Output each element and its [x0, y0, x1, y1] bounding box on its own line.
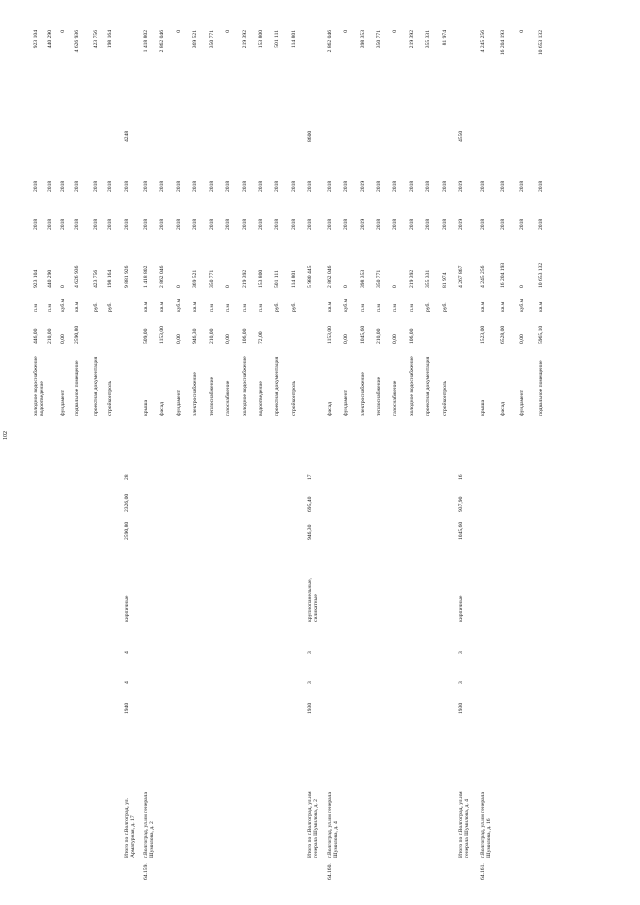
- table-cell-c12: кв.м: [74, 301, 81, 312]
- table-cell-c15: 2018: [307, 180, 314, 192]
- table-cell-c17: 2 862 046: [326, 30, 333, 53]
- table-row: [143, 25, 155, 880]
- table-cell-c14: 2018: [258, 218, 265, 230]
- table-cell-c15: 2018: [33, 180, 39, 192]
- table-cell-c9: 16: [458, 474, 465, 480]
- table-row: [425, 25, 437, 880]
- table-cell-c11: 0,00: [225, 334, 232, 344]
- table-cell-c11: 0,00: [175, 334, 182, 344]
- table-cell-c13: 355 331: [425, 269, 432, 288]
- table-cell-c12: п.м: [208, 304, 215, 312]
- table-cell-c13: 398 353: [359, 269, 366, 288]
- table-cell-c2: г.Волгоград, ул.им генерала Шумилова, д. 16: [480, 792, 493, 858]
- table-cell-c10: электроснабжение: [192, 372, 199, 416]
- table-cell-c15: 2018: [74, 180, 81, 192]
- table-cell-c11: 106,00: [408, 328, 415, 344]
- table-cell-c5: 4: [123, 651, 130, 654]
- table-cell-c10: стройконтроль: [441, 380, 448, 416]
- table-cell-c17: 398 353: [359, 30, 366, 49]
- table-cell-c10: газоснабжение: [392, 380, 399, 416]
- table-cell-c11: 0,00: [392, 334, 399, 344]
- table-cell-c16: 8600: [307, 130, 314, 142]
- table-cell-c13: 9 881 926: [123, 265, 130, 288]
- table-cell-c12: п.м: [258, 304, 265, 312]
- table-cell-c17: 10 653 132: [537, 30, 544, 56]
- table-cell-c13: 219 392: [241, 269, 248, 288]
- table-row: [392, 25, 404, 880]
- table-cell-c14: 2018: [441, 218, 448, 230]
- table-cell-c15: 2018: [241, 180, 248, 192]
- table-cell-c13: 350 771: [376, 269, 383, 288]
- table-cell-c1: 64.159.: [142, 863, 149, 880]
- table-cell-c15: 2018: [392, 180, 399, 192]
- table-cell-c11: 1523,00: [480, 325, 487, 344]
- table-cell-c17: 350 771: [376, 30, 383, 49]
- table-cell-c3: 1940: [123, 702, 130, 714]
- table-cell-c17: 501 111: [274, 30, 281, 48]
- table-cell-c2: г.Волгоград, ул.им генерала Шумилова, д. 4: [326, 792, 339, 858]
- table-cell-c14: 2018: [425, 218, 432, 230]
- table-cell-c9: 17: [307, 474, 314, 480]
- table-cell-c13: 198 164: [107, 269, 114, 288]
- table-cell-c14: 2018: [60, 218, 67, 230]
- table-cell-c15: 2019: [458, 180, 465, 192]
- table-cell-c14: 2018: [392, 218, 399, 230]
- table-cell-c14: 2018: [46, 218, 53, 230]
- table-cell-c15: 2019: [359, 180, 366, 192]
- table-cell-c13: 153 800: [258, 269, 265, 288]
- table-row: [192, 25, 204, 880]
- table-cell-c2: Итого по г.Волгоград, ул.им генерала Шумилова, д. 4: [458, 791, 471, 858]
- table-cell-c10: подвальное помещение: [74, 360, 81, 416]
- table-cell-c12: кв.м: [480, 301, 487, 312]
- table-cell-c15: 2018: [274, 180, 281, 192]
- table-row: [409, 25, 421, 880]
- table-cell-c11: 6528,00: [499, 325, 506, 344]
- table-cell-c11: 1153,00: [159, 326, 166, 344]
- table-cell-c15: 2018: [376, 180, 383, 192]
- table-cell-c15: 2018: [537, 180, 544, 192]
- table-cell-c14: 2018: [93, 218, 100, 230]
- table-cell-c15: 2018: [343, 180, 350, 192]
- table-cell-c10: проектная документация: [425, 356, 432, 416]
- table-cell-c16: 4550: [458, 130, 465, 142]
- table-cell-c17: 369 521: [192, 30, 199, 49]
- table-row: [258, 25, 270, 880]
- table-cell-c6: кирпичные: [123, 595, 130, 622]
- table-cell-c17: 4 245 256: [480, 30, 487, 53]
- table-row: [60, 25, 72, 880]
- table-cell-c12: п.м: [408, 304, 415, 312]
- table-cell-c14: 2018: [343, 218, 350, 230]
- table-cell-c11: 210,00: [46, 328, 53, 344]
- table-cell-c7: 2590,80: [123, 521, 130, 540]
- table-cell-c15: 2018: [258, 180, 265, 192]
- table-cell-c15: 2018: [46, 180, 53, 192]
- table-row: [209, 25, 221, 880]
- table-cell-c15: 2018: [425, 180, 432, 192]
- table-cell-c17: 350 771: [208, 30, 215, 49]
- table-cell-c14: 2018: [159, 218, 166, 230]
- table-cell-c11: 446,00: [33, 328, 39, 344]
- page-number: 102: [3, 431, 9, 440]
- table-cell-c5: 3: [307, 651, 314, 654]
- table-cell-c10: газоснабжение: [225, 380, 232, 416]
- table-cell-c14: 2018: [307, 218, 314, 230]
- table-cell-c5: 3: [458, 651, 465, 654]
- table-cell-c4: 3: [307, 681, 314, 684]
- table-cell-c14: 2018: [274, 218, 281, 230]
- table-cell-c17: 423 756: [93, 30, 100, 49]
- table-cell-c17: 0: [343, 30, 350, 33]
- table-cell-c10: фасад: [499, 402, 506, 416]
- table-cell-c12: п.м: [33, 304, 39, 312]
- table-row: [538, 25, 550, 880]
- table-cell-c14: 2018: [376, 218, 383, 230]
- table-cell-c12: руб.: [107, 302, 114, 312]
- table-cell-c13: 10 653 132: [537, 262, 544, 288]
- table-cell-c15: 2018: [93, 180, 100, 192]
- table-cell-c16: 4248: [123, 130, 130, 142]
- table-cell-c10: проектная документация: [274, 356, 281, 416]
- table-cell-c13: 0: [343, 285, 350, 288]
- table-cell-c10: фундамент: [60, 389, 67, 416]
- table-cell-c10: холодное водоснабжение: [408, 356, 415, 416]
- table-cell-c10: стройконтроль: [290, 380, 297, 416]
- table-cell-c14: 2018: [225, 218, 232, 230]
- table-cell-c13: 0: [518, 285, 525, 288]
- table-cell-c2: Итого по г.Волгоград, ул.им генерала Шумилова, д. 2: [307, 791, 320, 858]
- table-row: [307, 25, 319, 880]
- table-cell-c12: куб.м: [343, 298, 350, 312]
- table-cell-c17: 219 392: [408, 30, 415, 49]
- table-cell-c15: 2018: [142, 180, 149, 192]
- table-cell-c11: 210,00: [208, 328, 215, 344]
- table-cell-c2: г.Волгоград, ул.им генерала Шумилова, д. 2: [142, 792, 155, 858]
- table-cell-c14: 2018: [123, 218, 130, 230]
- table-cell-c17: 355 331: [425, 30, 432, 49]
- table-cell-c13: 5 980 445: [307, 265, 314, 288]
- table-cell-c14: 2018: [192, 218, 199, 230]
- table-cell-c1: 64.160.: [326, 863, 333, 880]
- table-cell-c12: кв.м: [499, 301, 506, 312]
- table-cell-c14: 2018: [499, 218, 506, 230]
- table-cell-c13: 219 392: [408, 269, 415, 288]
- table-cell-c17: 0: [225, 30, 232, 33]
- table-cell-c15: 2018: [290, 180, 297, 192]
- table-cell-c13: 4 626 936: [74, 265, 81, 288]
- table-cell-c10: фасад: [326, 402, 333, 416]
- table-cell-c14: 2019: [359, 218, 366, 230]
- table-cell-c14: 2018: [175, 218, 182, 230]
- table-cell-c7: 1045,60: [458, 521, 465, 540]
- table-cell-c17: 4 626 936: [74, 30, 81, 53]
- table-cell-c17: 2 862 046: [159, 30, 166, 53]
- table-cell-c15: 2018: [480, 180, 487, 192]
- table-row: [343, 25, 355, 880]
- table-cell-c10: водоотведение: [258, 381, 265, 416]
- table-cell-c13: 16 204 193: [499, 262, 506, 288]
- table-row: [458, 25, 470, 880]
- table-cell-c14: 2018: [208, 218, 215, 230]
- table-cell-c11: 5965,10: [537, 325, 544, 344]
- table-cell-c17: 0: [392, 30, 399, 33]
- table-cell-c11: 210,00: [376, 328, 383, 344]
- table-cell-c13: 0: [392, 285, 399, 288]
- table-cell-c14: 2018: [290, 218, 297, 230]
- table-cell-c14: 2018: [74, 218, 81, 230]
- table-cell-c13: 1 418 802: [142, 265, 149, 288]
- rotated-table: [25, 25, 615, 880]
- table-cell-c15: 2018: [159, 180, 166, 192]
- table-cell-c11: 0,00: [60, 334, 67, 344]
- table-cell-c12: руб.: [425, 302, 432, 312]
- table-cell-c2: Итого по г.Волгоград, ул. Арматурная, д. 17: [123, 798, 136, 858]
- table-cell-c6: крупнопанельные, силикатные: [307, 578, 320, 622]
- table-cell-c10: холодное водоснабжение водоотведение: [33, 356, 45, 416]
- table-cell-c17: 0: [518, 30, 525, 33]
- table-row: [274, 25, 286, 880]
- table-cell-c12: кв.м: [142, 301, 149, 312]
- table-cell-c15: 2018: [175, 180, 182, 192]
- table-cell-c10: холодное водоснабжение: [241, 356, 248, 416]
- table-cell-c14: 2018: [142, 218, 149, 230]
- table-cell-c15: 2018: [192, 180, 199, 192]
- table-cell-c15: 2018: [518, 180, 525, 192]
- table-row: [124, 25, 136, 880]
- table-cell-c12: кв.м: [537, 301, 544, 312]
- table-cell-c12: п.м: [46, 304, 53, 312]
- table-cell-c10: фасад: [159, 402, 166, 416]
- table-cell-c8: 937,90: [458, 496, 465, 512]
- table-cell-c12: п.м: [376, 304, 383, 312]
- table-cell-c1: 64.161.: [480, 863, 487, 880]
- table-row: [33, 25, 45, 880]
- table-cell-c11: 509,00: [142, 328, 149, 344]
- table-cell-c11: 946,30: [192, 328, 199, 344]
- table-cell-c17: 219 392: [241, 30, 248, 49]
- table-cell-c11: 0,00: [343, 334, 350, 344]
- table-cell-c13: 81 974: [441, 272, 448, 288]
- table-cell-c12: кв.м: [159, 301, 166, 312]
- table-cell-c9: 28: [123, 474, 130, 480]
- table-cell-c11: 72,00: [258, 331, 265, 344]
- table-cell-c17: 16 204 193: [499, 30, 506, 56]
- table-cell-c14: 2018: [107, 218, 114, 230]
- table-cell-c10: подвальное помещение: [537, 360, 544, 416]
- table-cell-c12: руб.: [441, 302, 448, 312]
- table-cell-c12: п.м: [241, 304, 248, 312]
- table-cell-c13: 423 756: [93, 269, 100, 288]
- table-cell-c13: 440 290: [46, 269, 53, 288]
- table-cell-c13: 501 111: [274, 270, 281, 288]
- table-cell-c15: 2018: [408, 180, 415, 192]
- table-row: [500, 25, 512, 880]
- table-cell-c7: 946,30: [307, 524, 314, 540]
- table-cell-c15: 2018: [208, 180, 215, 192]
- table-cell-c11: 1045,60: [359, 325, 366, 344]
- table-cell-c6: кирпичные: [458, 595, 465, 622]
- table-cell-c14: 2018: [518, 218, 525, 230]
- table-row: [327, 25, 339, 880]
- table-cell-c11: 106,00: [241, 328, 248, 344]
- table-row: [225, 25, 237, 880]
- table-row: [107, 25, 119, 880]
- table-cell-c13: 369 521: [192, 269, 199, 288]
- table-cell-c12: кв.м: [326, 301, 333, 312]
- table-cell-c3: 1930: [458, 702, 465, 714]
- table-row: [376, 25, 388, 880]
- table-cell-c17: 0: [175, 30, 182, 33]
- table-row: [159, 25, 171, 880]
- table-cell-c12: п.м: [225, 304, 232, 312]
- table-cell-c15: 2018: [60, 180, 67, 192]
- table-cell-c17: 153 800: [258, 30, 265, 49]
- table-cell-c17: 0: [60, 30, 67, 33]
- table-cell-c15: 2018: [123, 180, 130, 192]
- table-cell-c15: 2018: [499, 180, 506, 192]
- table-cell-c12: куб.м: [175, 298, 182, 312]
- table-cell-c10: стройконтроль: [107, 380, 114, 416]
- table-cell-c13: 4 267 867: [458, 265, 465, 288]
- table-cell-c14: 2019: [458, 218, 465, 230]
- table-row: [176, 25, 188, 880]
- table-cell-c13: 4 245 256: [480, 265, 487, 288]
- table-cell-c10: крыша: [142, 399, 149, 416]
- table-row: [480, 25, 492, 880]
- table-cell-c14: 2018: [326, 218, 333, 230]
- table-cell-c17: 1 418 802: [142, 30, 149, 53]
- table-cell-c12: руб.: [290, 302, 297, 312]
- table-row: [47, 25, 59, 880]
- table-cell-c15: 2018: [225, 180, 232, 192]
- table-cell-c11: 2590,80: [74, 325, 81, 344]
- table-cell-c13: 0: [175, 285, 182, 288]
- table-cell-c10: крыша: [480, 399, 487, 416]
- table-cell-c14: 2018: [408, 218, 415, 230]
- table-cell-c8: 695,40: [307, 496, 314, 512]
- table-cell-c3: 1930: [307, 702, 314, 714]
- table-cell-c12: руб.: [93, 302, 100, 312]
- table-cell-c12: п.м: [392, 304, 399, 312]
- table-row: [93, 25, 105, 880]
- table-cell-c10: теплоснабжение: [208, 376, 215, 416]
- table-row: [74, 25, 86, 880]
- table-cell-c8: 2326,00: [123, 493, 130, 512]
- table-cell-c12: руб.: [274, 302, 281, 312]
- table-cell-c15: 2018: [107, 180, 114, 192]
- table-row: [442, 25, 454, 880]
- table-cell-c15: 2018: [441, 180, 448, 192]
- table-cell-c10: фундамент: [343, 389, 350, 416]
- table-cell-c12: кв.м: [192, 301, 199, 312]
- table-cell-c13: 0: [225, 285, 232, 288]
- table-cell-c10: фундамент: [518, 389, 525, 416]
- table-cell-c14: 2018: [33, 218, 39, 230]
- table-cell-c17: 198 164: [107, 30, 114, 49]
- table-cell-c13: 0: [60, 285, 67, 288]
- table-cell-c13: 2 862 046: [159, 265, 166, 288]
- table-row: [360, 25, 372, 880]
- table-cell-c13: 2 862 046: [326, 265, 333, 288]
- table-cell-c10: проектная документация: [93, 356, 100, 416]
- table-cell-c11: 0,00: [518, 334, 525, 344]
- table-cell-c12: п.м: [359, 304, 366, 312]
- table-cell-c17: 440 290: [46, 30, 53, 49]
- table-row: [242, 25, 254, 880]
- table-row: [519, 25, 531, 880]
- table-cell-c13: 114 801: [290, 270, 297, 288]
- table-cell-c4: 4: [123, 681, 130, 684]
- table-cell-c17: 81 974: [441, 30, 448, 46]
- table-cell-c14: 2018: [480, 218, 487, 230]
- table-cell-c12: куб.м: [60, 298, 67, 312]
- table-cell-c10: фундамент: [175, 389, 182, 416]
- table-cell-c10: теплоснабжение: [376, 376, 383, 416]
- table-cell-c17: 923 104: [33, 30, 39, 49]
- table-cell-c15: 2018: [326, 180, 333, 192]
- table-cell-c11: 1153,00: [326, 326, 333, 344]
- table-cell-c14: 2018: [241, 218, 248, 230]
- table-cell-c13: 923 104: [33, 269, 39, 288]
- table-cell-c12: куб.м: [518, 298, 525, 312]
- table-cell-c14: 2018: [537, 218, 544, 230]
- table-cell-c4: 3: [458, 681, 465, 684]
- table-cell-c10: электроснабжение: [359, 372, 366, 416]
- table-cell-c17: 114 801: [290, 30, 297, 48]
- table-cell-c13: 350 771: [208, 269, 215, 288]
- table-row: [291, 25, 303, 880]
